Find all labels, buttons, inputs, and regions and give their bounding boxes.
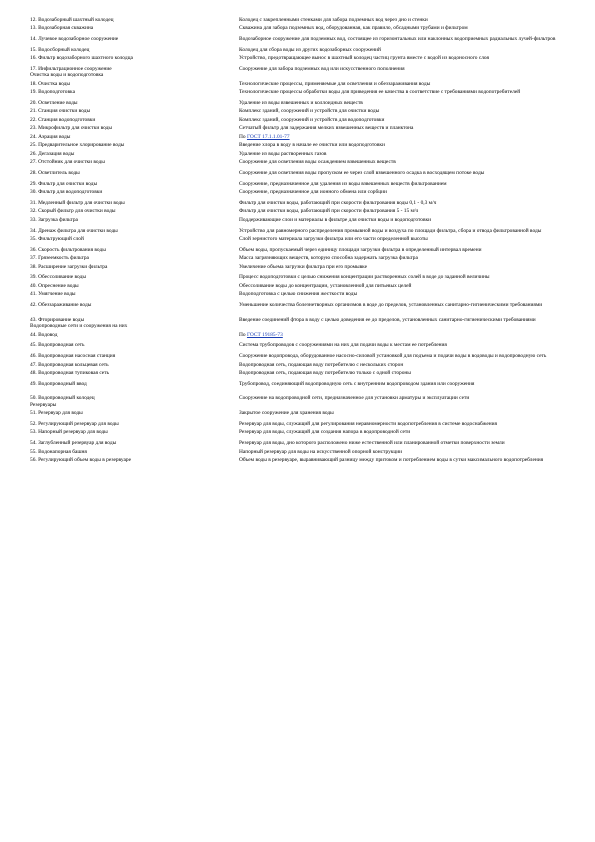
term-definition: Резервуар для воды, служащий для регулирования неравномерности водопотребления в системе водоснабжения <box>239 420 497 427</box>
term-name: 26. Дегазация воды <box>30 150 75 157</box>
term-row <box>30 291 565 297</box>
term-definition: Удаление из воды растворенных газов <box>239 150 327 157</box>
term-name: 47. Водопроводная кольцевая сеть <box>30 361 109 368</box>
term-row <box>30 362 565 368</box>
term-definition: Резервуар для воды, служащий для создания напора в водопроводной сети <box>239 429 411 436</box>
term-definition: Поддерживающие слои и материалы в фильтре для очистки воды и водоподготовки <box>239 216 432 223</box>
term-name: 28. Осветлитель воды <box>30 170 80 177</box>
term-definition: Слой зернистого материала загрузки фильтра или его части определенной высоты <box>239 236 428 243</box>
term-row <box>30 89 565 95</box>
term-name: 14. Лучевое водозаборное сооружение <box>30 36 119 43</box>
term-row <box>30 142 565 148</box>
term-row <box>30 429 565 435</box>
term-definition: Скважина для забора подземных вод, оборудованная, как правило, обсадными трубами и фильтром <box>239 25 468 32</box>
term-row <box>30 440 565 446</box>
term-name: 34. Дренаж фильтра для очистки воды <box>30 227 118 234</box>
section-heading: Водопроводные сети и сооружения на них <box>30 323 128 330</box>
term-name: 23. Микрофильтр для очистки воды <box>30 125 112 132</box>
term-row <box>30 151 565 157</box>
term-definition: Сооружение на водопроводной сети, предназначенное для установки арматуры и эксплуатации сети <box>239 395 470 402</box>
term-name: 54. Заглубленный резервуар для воды <box>30 440 117 447</box>
term-name: 38. Расширение загрузки фильтра <box>30 263 108 270</box>
term-definition: Объем воды в резервуаре, выравнивающий разницу между притоком и потреблением воды в сутки максимального водопотребления <box>239 457 544 464</box>
term-row <box>30 125 565 131</box>
term-name: 32. Скорый фильтр для очистки воды <box>30 208 116 215</box>
term-name: 56. Регулирующий объем воды в резервуаре <box>30 457 131 464</box>
term-definition: Фильтр для очистки воды, работающий при скорости фильтрования воды 0,1 - 0,3 м/ч <box>239 199 437 206</box>
term-definition: Введение соединений фтора в воду с целью доведения ее до пределов, установленных санитарно-гигиеническими требованиями <box>239 316 536 323</box>
term-row <box>30 170 565 176</box>
term-name: 46. Водопроводная насосная станция <box>30 353 116 360</box>
term-name: 50. Водопроводный колодец <box>30 395 95 402</box>
term-name: 40. Опреснение воды <box>30 282 79 289</box>
term-name: 16. Фильтр водозаборного шахтного колодца <box>30 55 133 62</box>
section-heading: Резервуары <box>30 401 57 408</box>
definition-prefix: По <box>239 133 246 140</box>
term-name: 21. Станция очистки воды <box>30 108 91 115</box>
term-definition: Устройство для равномерного распределения промывной воды и воздуха по площади фильтра, сбора и отвода фильтрованной воды <box>239 227 542 234</box>
term-name: 25. Предварительное хлорирование воды <box>30 142 125 149</box>
term-name: 49. Водопроводный ввод <box>30 380 87 387</box>
term-definition: Технологические процессы обработки воды для приведения ее качества в соответствие с требованиями водопотребителей <box>239 89 521 96</box>
term-name: 27. Отстойник для очистки воды <box>30 159 105 166</box>
term-row <box>30 247 565 253</box>
term-row <box>30 55 565 61</box>
term-definition: Увеличение объема загрузки фильтра при его промывке <box>239 263 368 270</box>
term-name: 43. Фторирование воды <box>30 316 85 323</box>
term-name: 39. Обессоливание воды <box>30 274 86 281</box>
term-row <box>30 395 565 401</box>
term-name: 55. Водонапорная башня <box>30 448 87 455</box>
term-name: 31. Медленный фильтр для очистки воды <box>30 199 125 206</box>
term-name: 53. Напорный резервуар для воды <box>30 429 108 436</box>
term-row <box>30 381 565 387</box>
term-definition: Колодец с закрепленными стенками для забора подземных вод через дно и стенки <box>239 17 428 23</box>
term-definition: Сооружение для забора подземных вод или искусственного пополнения <box>239 66 405 73</box>
term-row <box>30 217 565 223</box>
term-row <box>30 117 565 123</box>
term-row <box>30 47 565 53</box>
term-definition: Колодец для сбора воды из других водозаборных сооружений <box>239 46 381 53</box>
term-row <box>30 302 565 308</box>
term-row <box>30 342 565 348</box>
term-definition: Обессоливание воды до концентрации, установленной для питьевых целей <box>239 282 412 289</box>
term-name: 19. Водоподготовка <box>30 89 75 96</box>
term-name: 22. Станция водоподготовки <box>30 116 96 123</box>
term-name: 42. Обеззараживание воды <box>30 302 92 309</box>
term-definition: Водопроводная сеть, подающая воду потребителю с нескольких сторон <box>239 361 404 368</box>
term-definition: Масса загрязняющих веществ, которую способна задержать загрузка фильтра <box>239 255 418 262</box>
term-name: 17. Инфильтрационное сооружение <box>30 66 112 73</box>
term-definition: Объем воды, пропускаемый через единицу площади загрузки фильтра в определенный интервал времени <box>239 246 482 253</box>
term-row <box>30 449 565 455</box>
term-name: 48. Водопроводная тупиковая сеть <box>30 369 109 376</box>
term-row <box>30 283 565 289</box>
term-row <box>30 25 565 31</box>
term-row <box>30 457 565 463</box>
term-definition: Закрытое сооружение для хранения воды <box>239 410 334 417</box>
term-row <box>30 421 565 427</box>
term-row <box>30 159 565 165</box>
term-name: 15. Водосборный колодец <box>30 46 90 53</box>
standard-link[interactable]: ГОСТ 17.1.1.01-77 <box>246 133 290 140</box>
term-definition: Водопроводная сеть, подающая воду потребителю только с одной стороны <box>239 369 411 376</box>
term-name: 41. Умягчение воды <box>30 291 76 298</box>
term-name: 29. Фильтр для очистки воды <box>30 180 98 187</box>
term-row <box>30 181 565 187</box>
term-definition: Сооружение водопровода, оборудованное насосно-силовой установкой для подъема и подачи воды в водоводы и водопроводную сеть <box>239 353 547 360</box>
term-definition: Сооружение, предназначенное для ионного обмена или сорбции <box>239 189 387 196</box>
term-row <box>30 264 565 270</box>
term-row <box>30 200 565 206</box>
term-definition: Удаление из воды взвешенных и коллоидных веществ <box>239 99 363 106</box>
term-definition: Уменьшение количества болезнетворных организмов в воде до пределов, установленных санитарно-гигиеническими требованиями <box>239 302 543 309</box>
term-row <box>30 228 565 234</box>
term-row <box>30 274 565 280</box>
term-name: 13. Водозаборная скважина <box>30 25 94 32</box>
term-definition: Технологические процессы, применяемые для осветления и обеззараживания воды <box>239 80 431 87</box>
section-heading: Очистка воды и водоподготовка <box>30 72 104 79</box>
term-definition: Водозаборное сооружение для подземных вод, состоящее из горизонтальных или наклонных водоприемных радиальных лучей-фильтров <box>239 36 556 43</box>
standard-link[interactable]: ГОСТ 19185-73 <box>246 331 283 338</box>
term-name: 52. Регулирующий резервуар для воды <box>30 420 119 427</box>
term-definition: Трубопровод, соединяющий водопроводную сеть с внутренним водопроводом здания или сооружения <box>239 380 475 387</box>
term-row <box>30 353 565 359</box>
term-definition <box>239 134 565 140</box>
term-row <box>30 100 565 106</box>
term-row <box>30 208 565 214</box>
definition-prefix: По <box>239 331 246 338</box>
term-name: 37. Грязеемкость фильтра <box>30 255 89 262</box>
term-name: 36. Скорость фильтрования воды <box>30 246 106 253</box>
term-row <box>30 66 565 72</box>
term-definition: Сооружение, предназначенное для удаления из воды взвешенных веществ фильтрованием <box>239 180 447 187</box>
term-definition: Сооружение для осветления воды осаждением взвешенных веществ <box>239 159 396 166</box>
term-definition: Система трубопроводов с сооружениями на них для подачи воды к местам ее потребления <box>239 342 447 349</box>
document-page <box>30 17 565 463</box>
term-definition: Процесс водоподготовки с целью снижения концентрации растворенных солей в воде до заданной величины <box>239 274 490 281</box>
term-row <box>30 108 565 114</box>
term-row <box>30 134 565 140</box>
term-row <box>30 370 565 376</box>
term-definition: Комплекс зданий, сооружений и устройств для водоподготовки <box>239 116 385 123</box>
term-row <box>30 36 565 42</box>
term-name: 20. Осветление воды <box>30 99 78 106</box>
term-name: 44. Водовод <box>30 331 58 338</box>
term-definition: Устройство, предотвращающее вынос в шахтный колодец частиц грунта вместе с водой из водоносного слоя <box>239 55 489 62</box>
term-row <box>30 410 565 416</box>
term-definition: Комплекс зданий, сооружений и устройств для очистки воды <box>239 108 380 115</box>
term-row <box>30 189 565 195</box>
term-name: 33. Загрузка фильтра <box>30 216 78 223</box>
term-definition: Сетчатый фильтр для задержания мелких взвешенных веществ и планктона <box>239 125 414 132</box>
term-row <box>30 17 565 23</box>
term-definition: Водоподготовка с целью снижения жесткости воды <box>239 291 358 298</box>
term-name: 12. Водозаборный шахтный колодец <box>30 17 114 23</box>
term-row <box>30 81 565 87</box>
term-definition: Введение хлора в воду в начале ее очистки или водоподготовки <box>239 142 385 149</box>
term-row <box>30 332 565 338</box>
term-name: 30. Фильтр для водоподготовки <box>30 189 103 196</box>
term-name: 35. Фильтрующий слой <box>30 236 84 243</box>
term-name: 45. Водопроводная сеть <box>30 342 85 349</box>
term-definition: Сооружение для осветления воды пропуском ее через слой взвешенного осадка в восходящем потоке воды <box>239 170 485 177</box>
term-definition: Фильтр для очистки воды, работающий при скорости фильтрования 5 - 15 м/ч <box>239 208 419 215</box>
term-definition <box>239 332 565 338</box>
term-definition: Напорный резервуар для воды на искусственной опорной конструкции <box>239 448 403 455</box>
term-row <box>30 255 565 261</box>
term-row <box>30 236 565 242</box>
term-name: 51. Резервуар для воды <box>30 410 83 417</box>
term-name: 24. Аэрация воды <box>30 133 71 140</box>
term-name: 18. Очистка воды <box>30 80 71 87</box>
term-definition: Резервуар для воды, дно которого расположено ниже естественной или планированной отметки поверхности земли <box>239 440 505 447</box>
